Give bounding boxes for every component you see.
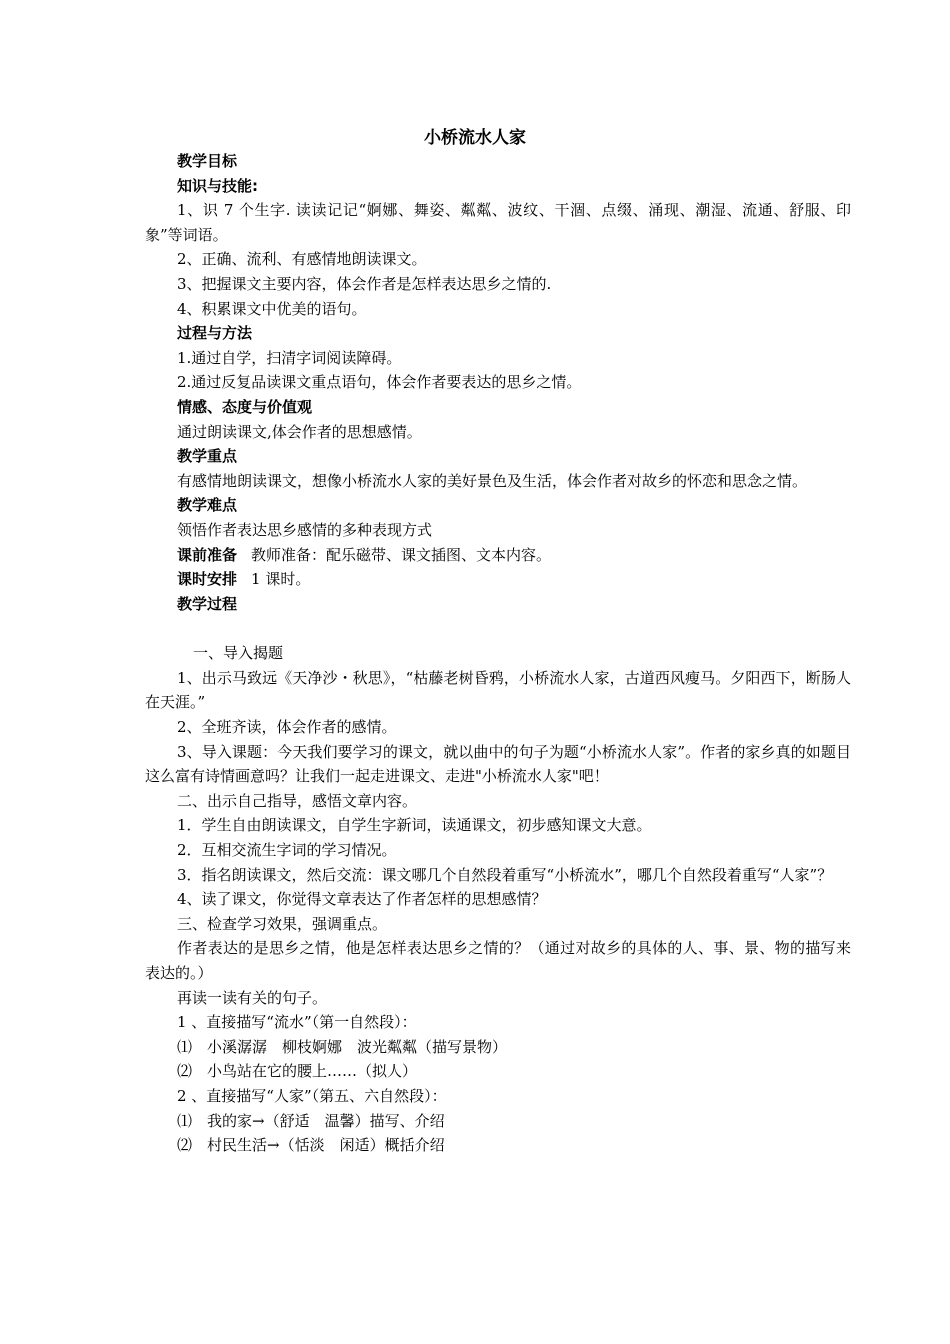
knowledge-heading: 知识与技能:	[177, 176, 258, 195]
prep-line	[145, 543, 851, 568]
emotion-heading: 情感、态度与价值观	[177, 397, 313, 416]
procedure-heading: 教学过程	[177, 594, 238, 613]
process-item: 1.通过自学，扫清字词阅读障碍。	[177, 348, 402, 367]
document-title: 小桥流水人家	[424, 128, 526, 148]
emotion-text: 通过朗读课文,体会作者的思想感情。	[177, 422, 422, 441]
procedure-step: 作者表达的是思乡之情，他是怎样表达思乡之情的？（通过对故乡的具体的人、事、景、物的描写来表达的。）	[145, 939, 851, 982]
procedure-step: 三、检查学习效果，强调重点。	[177, 914, 388, 933]
document-body	[145, 149, 851, 1158]
prep-label: 课前准备	[177, 545, 238, 564]
knowledge-item: 3、把握课文主要内容，体会作者是怎样表达思乡之情的.	[177, 274, 552, 293]
key-heading: 教学重点	[177, 447, 238, 466]
process-heading: 过程与方法	[177, 324, 253, 343]
procedure-step: 1 、直接描写“流水”（第一自然段）：	[177, 1013, 417, 1032]
knowledge-item: 2、正确、流利、有感情地朗读课文。	[177, 250, 427, 269]
knowledge-item: 1、识 7 个生字. 读读记记“婀娜、舞姿、粼粼、波纹、干涸、点缀、涌现、潮湿、流通、舒服、印象”等词语。	[145, 201, 851, 244]
procedure-step: ⑴ 我的家→（舒适 温馨）描写、介绍	[177, 1111, 445, 1130]
time-text: 1 课时。	[251, 570, 311, 589]
procedure-step: 一、导入揭题	[193, 644, 284, 663]
time-label: 课时安排	[177, 570, 238, 589]
procedure-step: ⑴ 小溪潺潺 柳枝婀娜 波光粼粼（描写景物）	[177, 1037, 508, 1056]
procedure-step: 1．学生自由朗读课文，自学生字新词，读通课文，初步感知课文大意。	[177, 816, 652, 835]
procedure-step: 4、读了课文，你觉得文章表达了作者怎样的思想感情？	[177, 890, 547, 909]
time-line	[145, 567, 851, 592]
procedure-step: 二、出示自己指导，感悟文章内容。	[177, 791, 418, 810]
spacer	[145, 616, 851, 641]
procedure-step: 3．指名朗读课文，然后交流：课文哪几个自然段着重写“小桥流水”，哪几个自然段着重写“人家”？	[177, 865, 833, 884]
difficulty-text: 领悟作者表达思乡感情的多种表现方式	[177, 520, 433, 539]
difficulty-heading: 教学难点	[177, 496, 238, 515]
procedure-step: 2．互相交流生字词的学习情况。	[177, 841, 397, 860]
procedure-step: 2 、直接描写“人家”（第五、六自然段）：	[177, 1086, 447, 1105]
objectives-heading: 教学目标	[177, 152, 238, 170]
procedure-step: 1、出示马致远《天净沙・秋思》，“枯藤老树昏鸦，小桥流水人家，古道西风瘦马。夕阳西下，断肠人在天涯。”	[145, 668, 851, 712]
knowledge-item: 4、积累课文中优美的语句。	[177, 299, 367, 318]
procedure-step: 再读一读有关的句子。	[177, 988, 328, 1007]
procedure-step: 3、导入课题：今天我们要学习的课文，就以曲中的句子为题“小桥流水人家”。作者的家乡真的如题目这么富有诗情画意吗？让我们一起走进课文、走进"小桥流水人家"吧！	[145, 742, 851, 786]
prep-text: 教师准备：配乐磁带、课文插图、文本内容。	[251, 545, 552, 564]
procedure-step: 2、全班齐读，体会作者的感情。	[177, 718, 397, 737]
key-text: 有感情地朗读课文，想像小桥流水人家的美好景色及生活，体会作者对故乡的怀恋和思念之情。	[177, 471, 808, 490]
process-item: 2.通过反复品读课文重点语句，体会作者要表达的思乡之情。	[177, 373, 582, 392]
procedure-step: ⑵ 村民生活→（恬淡 闲适）概括介绍	[177, 1136, 445, 1155]
procedure-step: ⑵ 小鸟站在它的腰上……（拟人）	[177, 1062, 418, 1081]
